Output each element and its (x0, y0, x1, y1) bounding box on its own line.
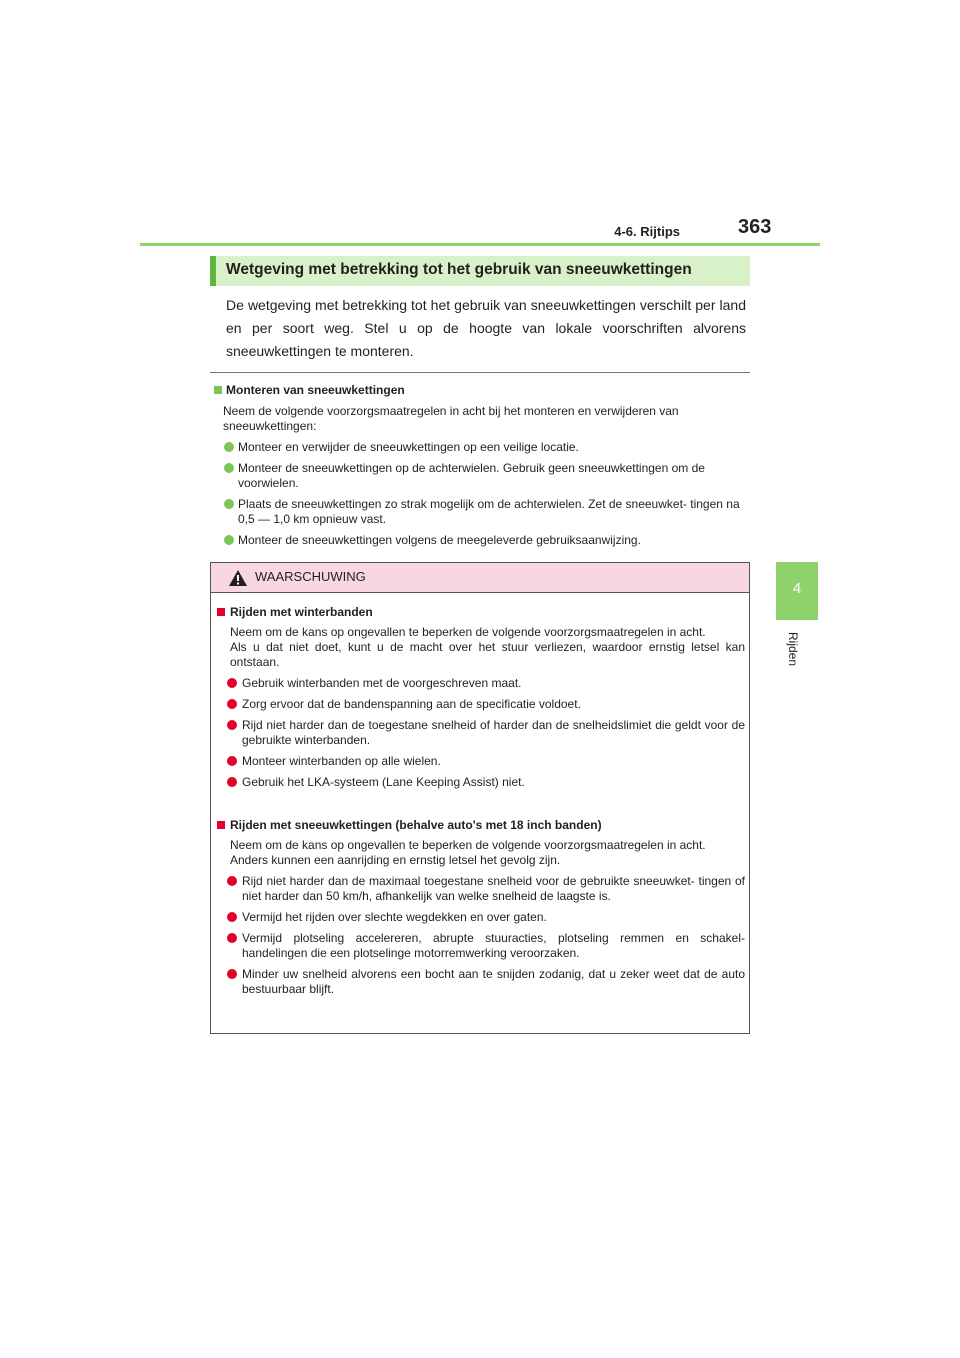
warning-text: Neem om de kans op ongevallen te beperken de volgende voorzorgsmaatregelen in acht. (230, 838, 706, 852)
mounting-heading: Monteren van sneeuwkettingen (214, 383, 754, 398)
bullet-icon (227, 720, 237, 730)
list-item: Monteer de sneeuwkettingen volgens de meegeleverde gebruiksaanwijzing. (214, 533, 754, 548)
title-marker (210, 256, 216, 286)
bullet-icon (227, 876, 237, 886)
list-item: Minder uw snelheid alvorens een bocht aan te snijden zodanig, dat u zeker weet dat de auto bestuurbaar blijft. (217, 967, 745, 997)
list-item: Monteer en verwijder de sneeuwkettingen op een veilige locatie. (214, 440, 754, 455)
chapter-tab (776, 562, 818, 620)
page-header (0, 0, 960, 250)
warning-box (210, 562, 750, 1034)
mounting-section (214, 383, 754, 548)
bullet-icon (227, 933, 237, 943)
list-item: Vermijd het rijden over slechte wegdekken en over gaten. (217, 910, 745, 925)
bullet-icon (224, 535, 234, 545)
warning-section-snow-chains (217, 818, 745, 997)
bullet-icon (227, 678, 237, 688)
mounting-text: Neem de volgende voorzorgsmaatregelen in acht bij het monteren en verwijderen van sneeuwkettingen: (223, 404, 679, 433)
bullet-icon (227, 699, 237, 709)
page-number: 363 (738, 216, 772, 238)
section-title: Wetgeving met betrekking tot het gebruik van sneeuwkettingen (226, 261, 692, 278)
square-bullet-icon (214, 386, 222, 394)
list-item: Rijd niet harder dan de toegestane snelheid of harder dan de snelheidslimiet die geldt voor de gebruikte winterbanden. (217, 718, 745, 748)
bullet-icon (224, 442, 234, 452)
list-item: Zorg ervoor dat de bandenspanning aan de specificatie voldoet. (217, 697, 745, 712)
warning-triangle-icon (228, 569, 248, 587)
chapter-number: 4 (792, 580, 802, 597)
bullet-icon (224, 463, 234, 473)
chapter-label: Rijden (786, 632, 800, 667)
list-item: Gebruik het LKA-systeem (Lane Keeping Assist) niet. (217, 775, 745, 790)
bullet-icon (227, 969, 237, 979)
divider (210, 372, 750, 373)
square-bullet-icon (217, 821, 225, 829)
list-item: Vermijd plotseling accelereren, abrupte stuuracties, plotseling remmen en schakel- handelingen die een plotselinge motorremwerking veroorzaken. (217, 931, 745, 961)
list-item: Monteer winterbanden op alle wielen. (217, 754, 745, 769)
bullet-icon (227, 756, 237, 766)
bullet-icon (227, 912, 237, 922)
warning-text: Neem om de kans op ongevallen te beperken de volgende voorzorgsmaatregelen in acht. (230, 625, 706, 639)
list-item: Monteer de sneeuwkettingen op de achterwielen. Gebruik geen sneeuwkettingen om de voorwielen. (214, 461, 754, 491)
list-item: Gebruik winterbanden met de voorgeschreven maat. (217, 676, 745, 691)
square-bullet-icon (217, 608, 225, 616)
warning-section-winter-tires (217, 605, 745, 790)
warning-header (211, 563, 749, 593)
header-rule (140, 243, 820, 246)
bullet-icon (224, 499, 234, 509)
warning-heading: Rijden met sneeuwkettingen (behalve auto's met 18 inch banden) (217, 818, 745, 833)
intro-paragraph: De wetgeving met betrekking tot het gebruik van sneeuwkettingen verschilt per land en per soort weg. Stel u op de hoogte van lokale voorschriften alvorens sneeuwkettingen te monteren. (226, 297, 746, 359)
list-item: Plaats de sneeuwkettingen zo strak mogelijk om de achterwielen. Zet de sneeuwket- tingen na 0,5 — 1,0 km opnieuw vast. (214, 497, 754, 527)
warning-text: Anders kunnen een aanrijding en ernstig letsel het gevolg zijn. (230, 853, 561, 867)
section-title-bar (210, 256, 750, 286)
warning-text: Als u dat niet doet, kunt u de macht over het stuur verliezen, waardoor ernstig letsel kan ontstaan. (230, 640, 745, 669)
list-item: Rijd niet harder dan de maximaal toegestane snelheid voor de gebruikte sneeuwket- tingen of niet harder dan 50 km/h, afhankelijk van welke snelheid de laagste is. (217, 874, 745, 904)
warning-title: WAARSCHUWING (255, 569, 366, 584)
warning-heading: Rijden met winterbanden (217, 605, 745, 620)
section-label: 4-6. Rijtips (614, 224, 680, 239)
bullet-icon (227, 777, 237, 787)
